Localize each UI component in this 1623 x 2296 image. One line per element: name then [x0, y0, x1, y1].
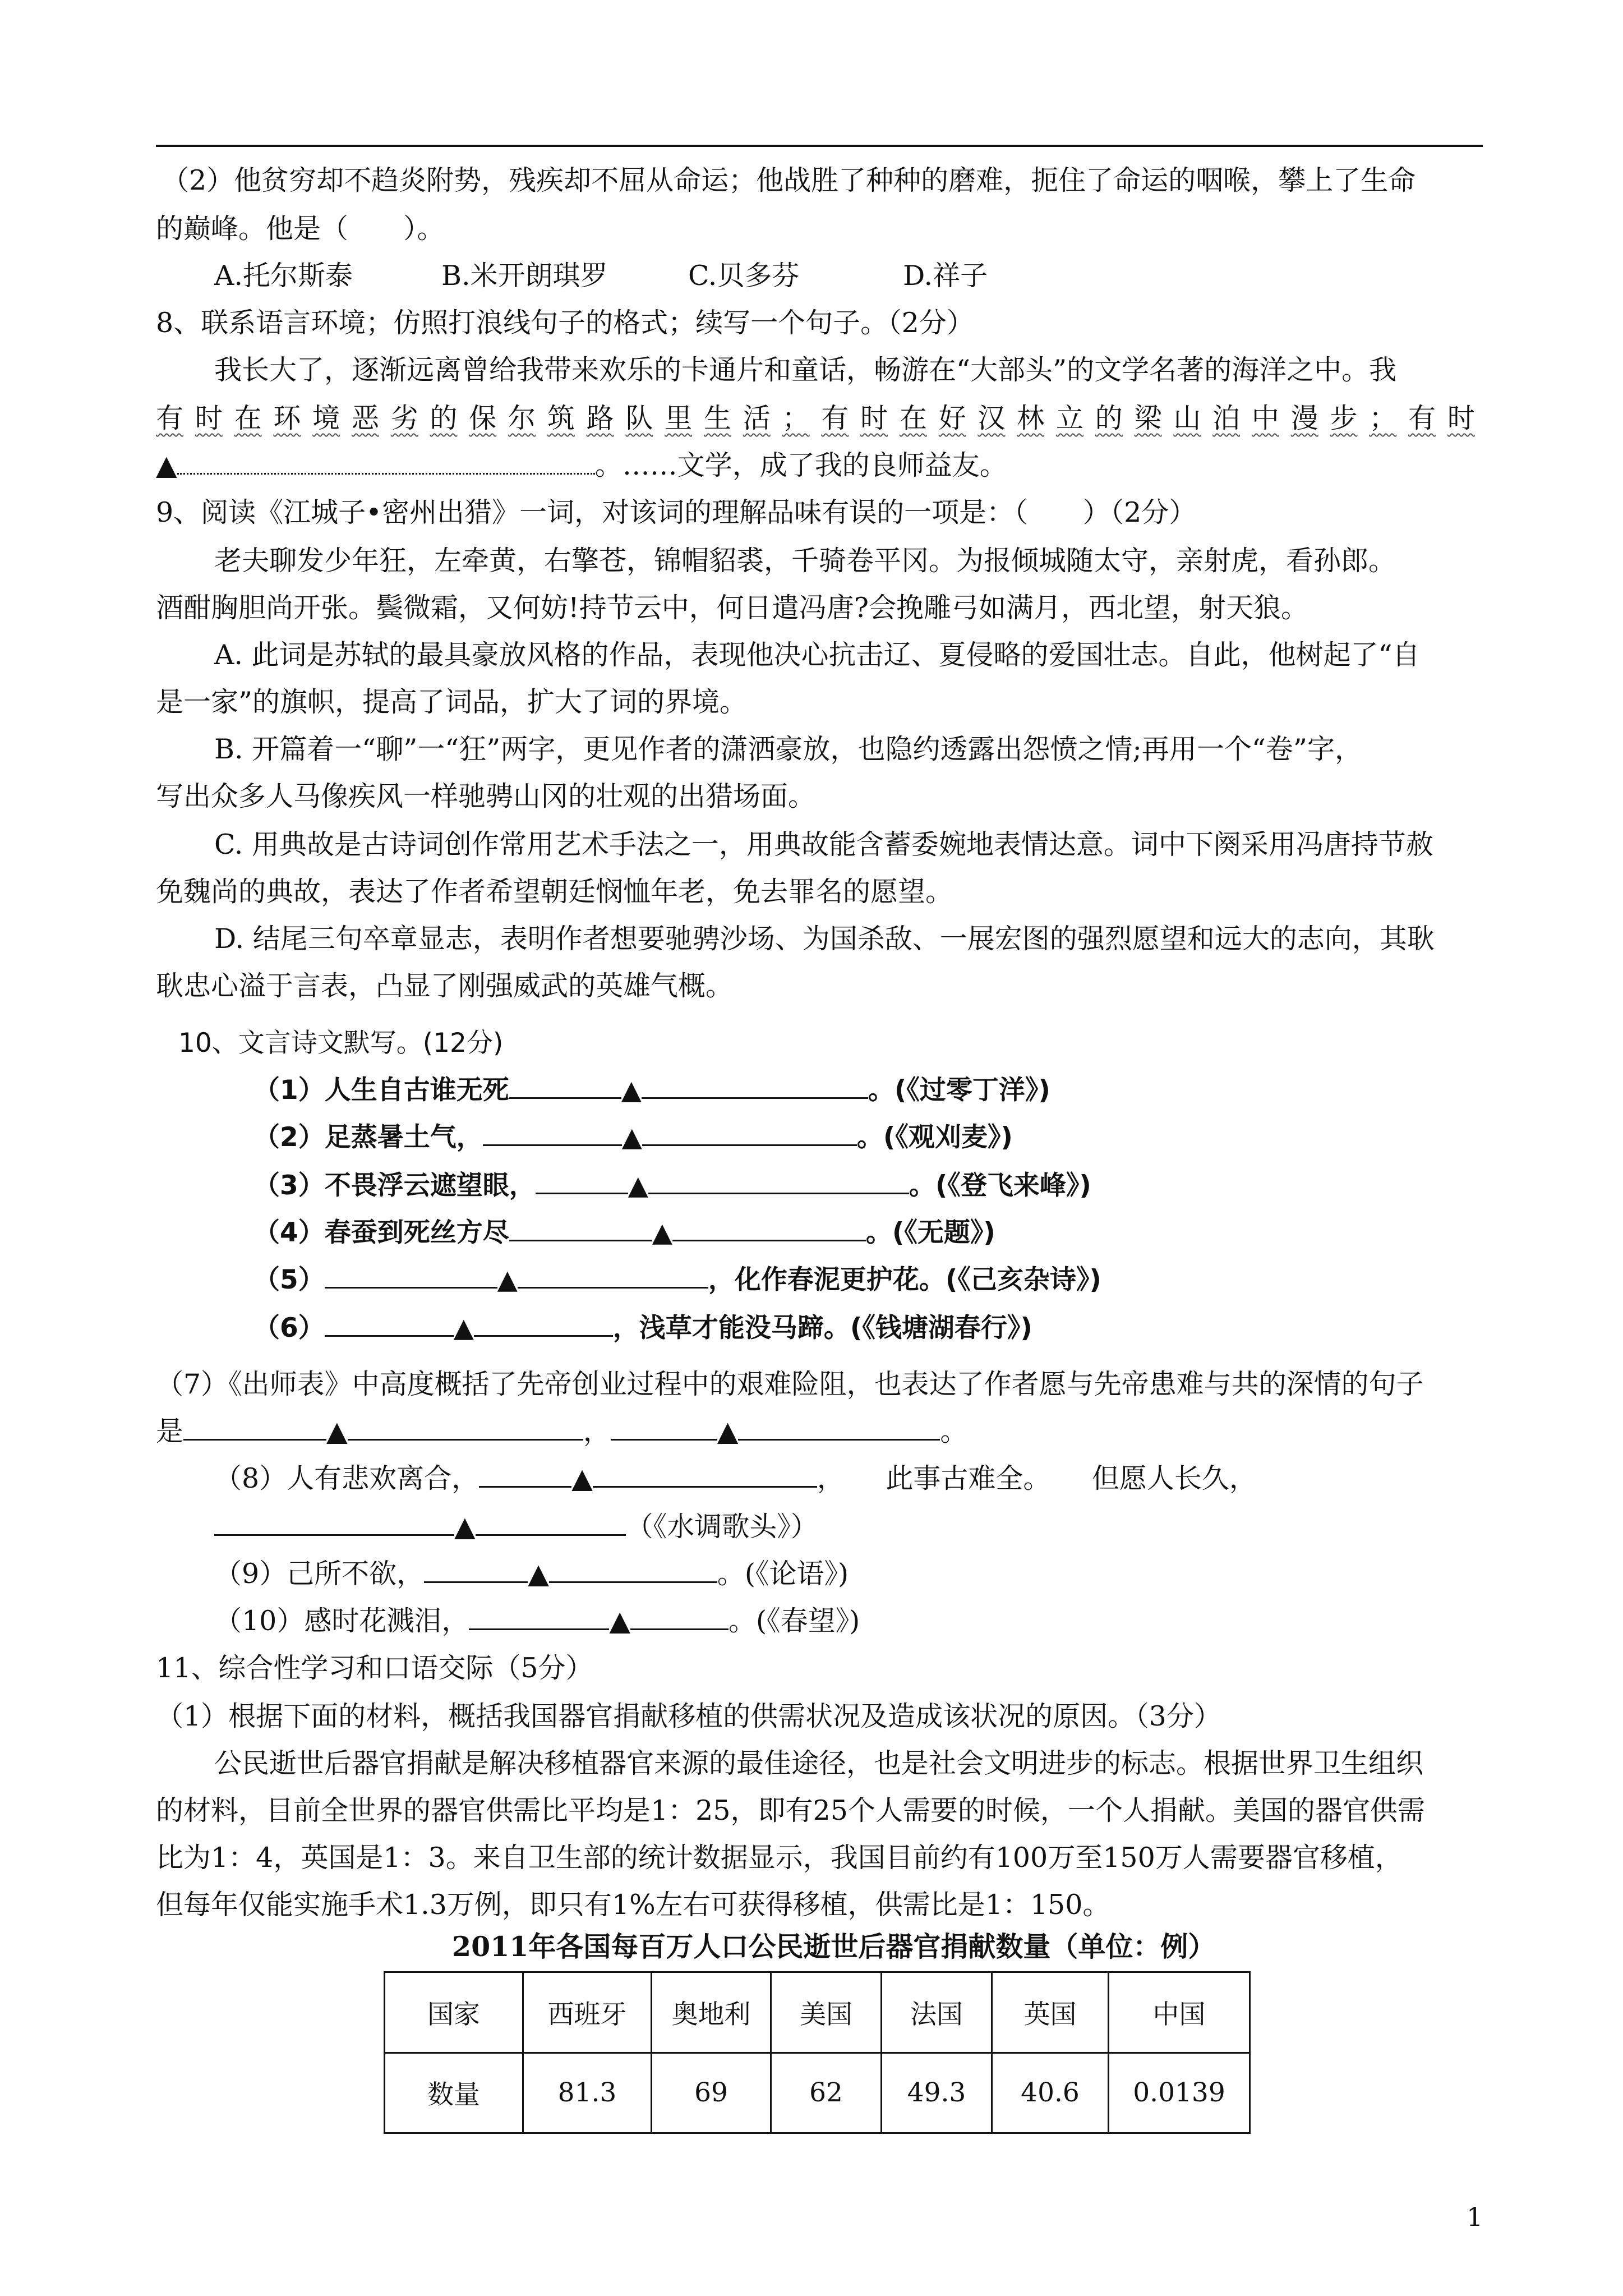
recite-source: 。(《春望》): [728, 1605, 860, 1637]
q9-b-line2: 写出众多人马像疾风一样驰骋山冈的壮观的出猎场面。: [156, 780, 816, 812]
table-cell: 国家: [385, 1972, 523, 2053]
q10-9-line: [214, 1557, 849, 1591]
answer-blank[interactable]: [611, 1415, 717, 1441]
q9-c-line2: 免魏尚的典故，表达了作者希望朝廷悯恤年老，免去罪名的愿望。: [156, 876, 953, 908]
answer-blank[interactable]: [183, 1415, 326, 1441]
table-cell: 法国: [882, 1972, 992, 2053]
wavy-char: 步: [1330, 402, 1358, 434]
q9-a-line2: 是一家”的旗帜，提高了词品，扩大了词的界境。: [156, 686, 748, 718]
q10-10-line: [214, 1604, 860, 1638]
q11-para-line4: 但每年仅能实施手术1.3万例，即只有1%左右可获得移植，供需比是1：150。: [156, 1889, 1110, 1921]
wavy-char: 好: [938, 402, 966, 434]
table-cell: 西班牙: [523, 1972, 652, 2053]
q10-7-line1: （7）《出师表》中高度概括了先帝创业过程中的艰难险阻，也表达了作者愿与先帝患难与共的深情的句子: [156, 1368, 1424, 1400]
answer-blank[interactable]: [479, 1462, 571, 1488]
wavy-char: ；: [1369, 402, 1397, 434]
q10-8-middle: ， 此事古难全。 但愿人长久，: [817, 1462, 1257, 1494]
answer-triangle: ▲: [717, 1415, 739, 1447]
q7-2-line1: （2）他贫穷却不趋炎附势，残疾却不屈从命运；他战胜了种种的磨难，扼住了命运的咽喉，攀上了生命: [162, 164, 1416, 196]
table-cell: 美国: [771, 1972, 882, 2053]
wavy-char: 里: [665, 402, 693, 434]
wavy-char: 汉: [978, 402, 1006, 434]
answer-blank[interactable]: [509, 1216, 652, 1241]
recite-item-2: [253, 1121, 1013, 1154]
wavy-char: 山: [1173, 402, 1201, 434]
recite-source: 。(《登飞来峰》): [909, 1170, 1091, 1201]
answer-blank[interactable]: [642, 1121, 857, 1146]
option-a: A.托尔斯泰: [214, 260, 353, 292]
answer-triangle: ▲: [609, 1605, 631, 1637]
wavy-char: 在: [899, 402, 927, 434]
recite-item-6: [253, 1312, 1032, 1345]
answer-blank[interactable]: [672, 1216, 866, 1241]
recite-prompt: （3）不畏浮云遮望眼，: [253, 1170, 536, 1201]
answer-blank[interactable]: [424, 1558, 528, 1583]
page-number: 1: [1467, 2202, 1483, 2232]
wavy-char: 漫: [1290, 402, 1318, 434]
wavy-char: 时: [860, 402, 888, 434]
answer-blank[interactable]: [738, 1415, 940, 1441]
answer-blank[interactable]: [648, 1169, 909, 1194]
recite-item-4: [253, 1216, 995, 1250]
wavy-char: 队: [625, 402, 653, 434]
recite-source: ，化作春泥更护花。(《己亥杂诗》): [708, 1264, 1101, 1295]
answer-triangle: ▲: [326, 1415, 348, 1447]
wavy-char: 时: [195, 402, 223, 434]
table-cell: 数量: [385, 2053, 523, 2133]
q9-poem2: 酒酣胸胆尚开张。鬓微霜，又何妨!持节云中，何日遣冯唐?会挽雕弓如满月，西北望，射天狼。: [156, 592, 1308, 624]
answer-blank[interactable]: [325, 1312, 454, 1337]
wavy-char: 时: [1447, 402, 1475, 434]
q9-title: 9、阅读《江城子•密州出猎》一词，对该词的理解品味有误的一项是：（ ）（2分）: [156, 496, 1197, 528]
answer-blank[interactable]: [469, 1605, 609, 1630]
answer-blank[interactable]: [593, 1462, 817, 1488]
q9-a-line1: A. 此词是苏轼的最具豪放风格的作品，表现他决心抗击辽、夏侵略的爱国壮志。自此，他树起了“自: [214, 639, 1420, 671]
q11-para-line2: 的材料，目前全世界的器官供需比平均是1：25，即有25个人需要的时候，一个人捐献。美国的器官供需: [156, 1795, 1425, 1826]
answer-triangle: ▲: [453, 1313, 474, 1343]
wavy-char: 泊: [1212, 402, 1241, 434]
answer-triangle: ▲: [497, 1264, 518, 1295]
q7-2-options: [214, 259, 988, 293]
recite-source: （《水调歌头》）: [625, 1511, 818, 1543]
answer-blank[interactable]: [214, 1511, 454, 1536]
answer-blank[interactable]: [325, 1263, 497, 1289]
answer-triangle: ▲: [528, 1558, 549, 1590]
wavy-char: 的: [1095, 402, 1123, 434]
answer-blank[interactable]: [177, 449, 595, 475]
answer-triangle: ▲: [571, 1462, 593, 1494]
q10-8-line1: [214, 1462, 1257, 1496]
answer-blank[interactable]: [536, 1169, 628, 1194]
wavy-char: ；: [782, 402, 810, 434]
table-row: [385, 2053, 1250, 2133]
table-cell: 0.0139: [1109, 2053, 1250, 2133]
table-cell: 40.6: [992, 2053, 1109, 2133]
answer-blank[interactable]: [642, 1074, 868, 1099]
table-cell: 49.3: [882, 2053, 992, 2133]
q10-7-line2: [156, 1415, 967, 1448]
answer-triangle: ▲: [621, 1075, 642, 1106]
answer-triangle: ▲: [454, 1511, 476, 1543]
answer-blank[interactable]: [630, 1605, 728, 1630]
recite-source: 。(《论语》): [717, 1558, 849, 1590]
wavy-char: 的: [430, 402, 458, 434]
recite-item-1: [253, 1074, 1050, 1107]
table-cell: 81.3: [523, 2053, 652, 2133]
wavy-char: 环: [273, 402, 301, 434]
recite-source: 。(《无题》): [865, 1217, 995, 1248]
wavy-char: 路: [586, 402, 614, 434]
q10-7-prefix: 是: [156, 1415, 184, 1447]
recite-prompt: （6）: [253, 1313, 325, 1343]
answer-triangle: ▲: [652, 1217, 672, 1248]
q9-d-line1: D. 结尾三句卒章显志，表明作者想要驰骋沙场、为国杀敌、一展宏图的强烈愿望和远大的志向，其耿: [214, 923, 1435, 955]
answer-blank[interactable]: [549, 1558, 717, 1583]
q9-poem1: 老夫聊发少年狂，左牵黄，右擎苍，锦帽貂裘，千骑卷平冈。为报倾城随太守，亲射虎，看孙郎。: [214, 545, 1396, 577]
q8-line3: [156, 449, 1007, 482]
answer-blank[interactable]: [476, 1511, 626, 1536]
comma: ，: [583, 1415, 611, 1447]
recite-source: 。(《观刈麦》): [856, 1122, 1013, 1153]
wavy-char: 在: [234, 402, 262, 434]
wavy-char: 有: [821, 402, 849, 434]
option-d: D.祥子: [903, 260, 988, 292]
table-cell: 中国: [1109, 1972, 1250, 2053]
answer-blank[interactable]: [474, 1312, 613, 1337]
table-cell: 奥地利: [652, 1972, 771, 2053]
recite-prompt: （1）人生自古谁无死: [253, 1075, 509, 1106]
recite-item-5: [253, 1263, 1101, 1297]
answer-triangle: ▲: [628, 1170, 648, 1201]
q10-8-prefix: （8）人有悲欢离合，: [214, 1462, 479, 1494]
q8-title: 8、联系语言环境；仿照打浪线句子的格式；续写一个句子。（2分）: [156, 307, 974, 339]
wavy-char: 梁: [1134, 402, 1162, 434]
q11-sub1: （1）根据下面的材料，概括我国器官捐献移植的供需状况及造成该状况的原因。（3分）: [156, 1700, 1221, 1732]
answer-blank[interactable]: [483, 1121, 622, 1146]
wavy-char: 保: [469, 402, 497, 434]
recite-prompt: （2）足蒸暑土气，: [253, 1122, 483, 1153]
answer-blank[interactable]: [509, 1074, 621, 1099]
q11-para-line3: 比为1：4，英国是1：3。来自卫生部的统计数据显示，我国目前约有100万至150万人需要器官移植，: [156, 1842, 1403, 1874]
table-title: 2011年各国每百万人口公民逝世后器官捐献数量（单位：例）: [452, 1930, 1216, 1963]
q9-c-line1: C. 用典故是古诗词创作常用艺术手法之一，用典故能含蓄委婉地表情达意。词中下阕采用冯唐持节赦: [214, 829, 1433, 861]
answer-triangle: ▲: [156, 449, 177, 481]
wavy-char: 活: [743, 402, 771, 434]
q10-10-prefix: （10）感时花溅泪，: [214, 1605, 469, 1637]
wavy-char: 筑: [547, 402, 575, 434]
wavy-char: 境: [312, 402, 340, 434]
q11-para-line1: 公民逝世后器官捐献是解决移植器官来源的最佳途径，也是社会文明进步的标志。根据世界卫生组织: [214, 1747, 1424, 1779]
q8-line1: 我长大了，逐渐远离曾给我带来欢乐的卡通片和童话，畅游在“大部头”的文学名著的海洋之中。我: [214, 354, 1397, 386]
wavy-char: 立: [1055, 402, 1083, 434]
recite-prompt: （5）: [253, 1264, 325, 1295]
wavy-char: 中: [1251, 402, 1279, 434]
q11-title: 11、综合性学习和口语交际（5分）: [156, 1652, 593, 1684]
q8-wavy-line: [156, 402, 1475, 435]
table-row: [385, 1972, 1250, 2053]
answer-triangle: ▲: [621, 1122, 642, 1153]
q10-9-prefix: （9）己所不欲，: [214, 1558, 425, 1590]
option-c: C.贝多芬: [688, 260, 800, 292]
period: 。: [940, 1415, 968, 1447]
wavy-char: 恶: [351, 402, 379, 434]
wavy-char: 有: [156, 402, 184, 434]
q9-d-line2: 耿忠心溢于言表，凸显了刚强威武的英雄气概。: [156, 970, 734, 1002]
wavy-char: 生: [703, 402, 731, 434]
header-rule: [156, 145, 1483, 147]
q10-title: 10、文言诗文默写。(12分): [178, 1028, 504, 1059]
recite-item-3: [253, 1169, 1091, 1203]
table-cell: 英国: [992, 1972, 1109, 2053]
q7-2-line2: 的巅峰。他是（ ）。: [156, 213, 445, 245]
wavy-char: 劣: [390, 402, 418, 434]
answer-blank[interactable]: [518, 1263, 708, 1289]
q9-b-line1: B. 开篇着一“聊”一“狂”两字，更见作者的潇洒豪放，也隐约透露出怨愤之情;再用一个“卷”字，: [214, 733, 1362, 765]
organ-donation-table: [384, 1971, 1251, 2134]
q10-8-line2: [214, 1510, 818, 1544]
wavy-char: 尔: [508, 402, 536, 434]
table-cell: 69: [652, 2053, 771, 2133]
answer-blank[interactable]: [348, 1415, 583, 1441]
option-b: B.米开朗琪罗: [441, 260, 608, 292]
q8-line3-end: 。……文学，成了我的良师益友。: [594, 449, 1007, 481]
recite-source: 。(《过零丁洋》): [868, 1075, 1050, 1106]
table-cell: 62: [771, 2053, 882, 2133]
recite-prompt: （4）春蚕到死丝方尽: [253, 1217, 509, 1248]
wavy-char: 有: [1408, 402, 1436, 434]
recite-source: ，浅草才能没马蹄。(《钱塘湖春行》): [612, 1313, 1032, 1343]
wavy-char: 林: [1017, 402, 1045, 434]
